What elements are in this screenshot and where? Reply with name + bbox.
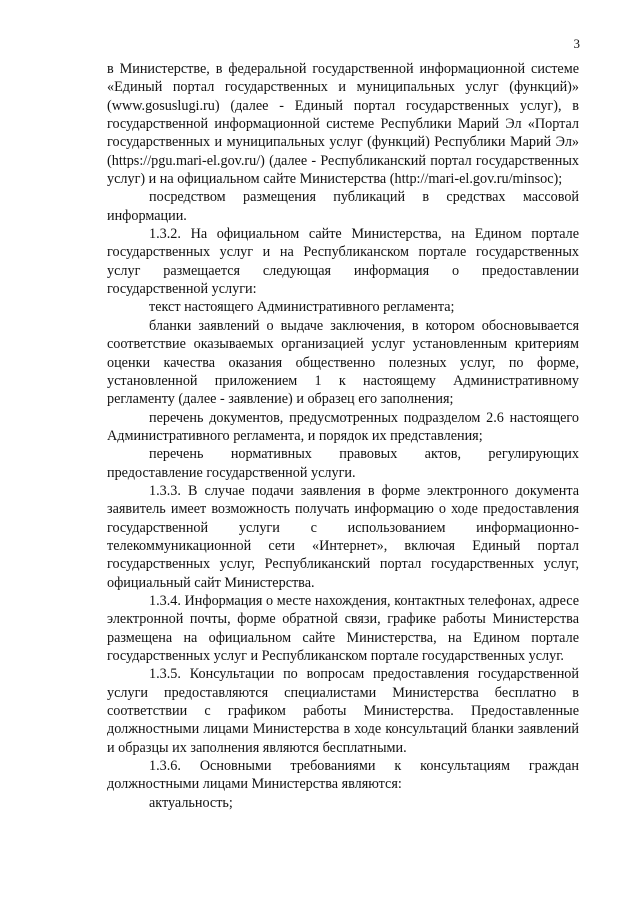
- paragraph: посредством размещения публикаций в средствах массовой информации.: [107, 189, 579, 224]
- document-body: [107, 60, 579, 812]
- paragraph: бланки заявлений о выдаче заключения, в котором обосновывается соответствие оказываемых организацией услуг установленным критериям оценки качества оказания общественно полезных услуг, по форме, установленной приложением 1 к настоящему Административному регламенту (далее - заявление) и образец его заполнения;: [107, 317, 579, 408]
- paragraph: 1.3.3. В случае подачи заявления в форме электронного документа заявитель имеет возможность получать информацию о ходе предоставления государственной услуги с использованием информационно-телекоммуникационной сети «Интернет», включая Единый портал государственных услуг, Республиканский портал государственных услуг, официальный сайт Министерства.: [107, 482, 579, 591]
- page-number: 3: [573, 36, 580, 51]
- paragraph: актуальность;: [149, 794, 233, 811]
- paragraph: 1.3.2. На официальном сайте Министерства, на Едином портале государственных услуг и на Республиканском портале государственных услуг размещается следующая информация о предоставлении государственной услуги:: [107, 226, 579, 298]
- paragraph: перечень документов, предусмотренных подразделом 2.6 настоящего Административного регламента, и порядок их представления;: [107, 409, 579, 444]
- paragraph: перечень нормативных правовых актов, регулирующих предоставление государственной услуги.: [107, 446, 579, 481]
- paragraph: 1.3.5. Консультации по вопросам предоставления государственной услуги предоставляются специалистами Министерства бесплатно в соответствии с графиком работы Министерства. Предоставленные должностными лицами Министерства в ходе консультаций бланки заявлений и образцы их заполнения являются бесплатными.: [107, 666, 579, 756]
- paragraph: 1.3.6. Основными требованиями к консультациям граждан должностными лицами Министерства являются:: [107, 758, 579, 793]
- paragraph: 1.3.4. Информация о месте нахождения, контактных телефонах, адресе электронной почты, форме обратной связи, графике работы Министерства размещена на официальном сайте Министерства, на Едином портале государственных услуг и Республиканском портале государственных услуг.: [107, 592, 579, 664]
- paragraph: в Министерстве, в федеральной государственной информационной системе «Единый портал государственных и муниципальных услуг (функций)» (www.gosuslugi.ru) (далее - Единый портал государственных услуг), в государственной информационной системе Республики Марий Эл «Портал государственных и муниципальных услуг (функций) Республики Марий Эл» (https://pgu.mari-el.gov.ru/) (далее - Республиканский портал государственных услуг) и на официальном сайте Министерства (http://mari-el.gov.ru/minsoc);: [107, 61, 579, 188]
- paragraph: текст настоящего Административного регламента;: [149, 299, 455, 316]
